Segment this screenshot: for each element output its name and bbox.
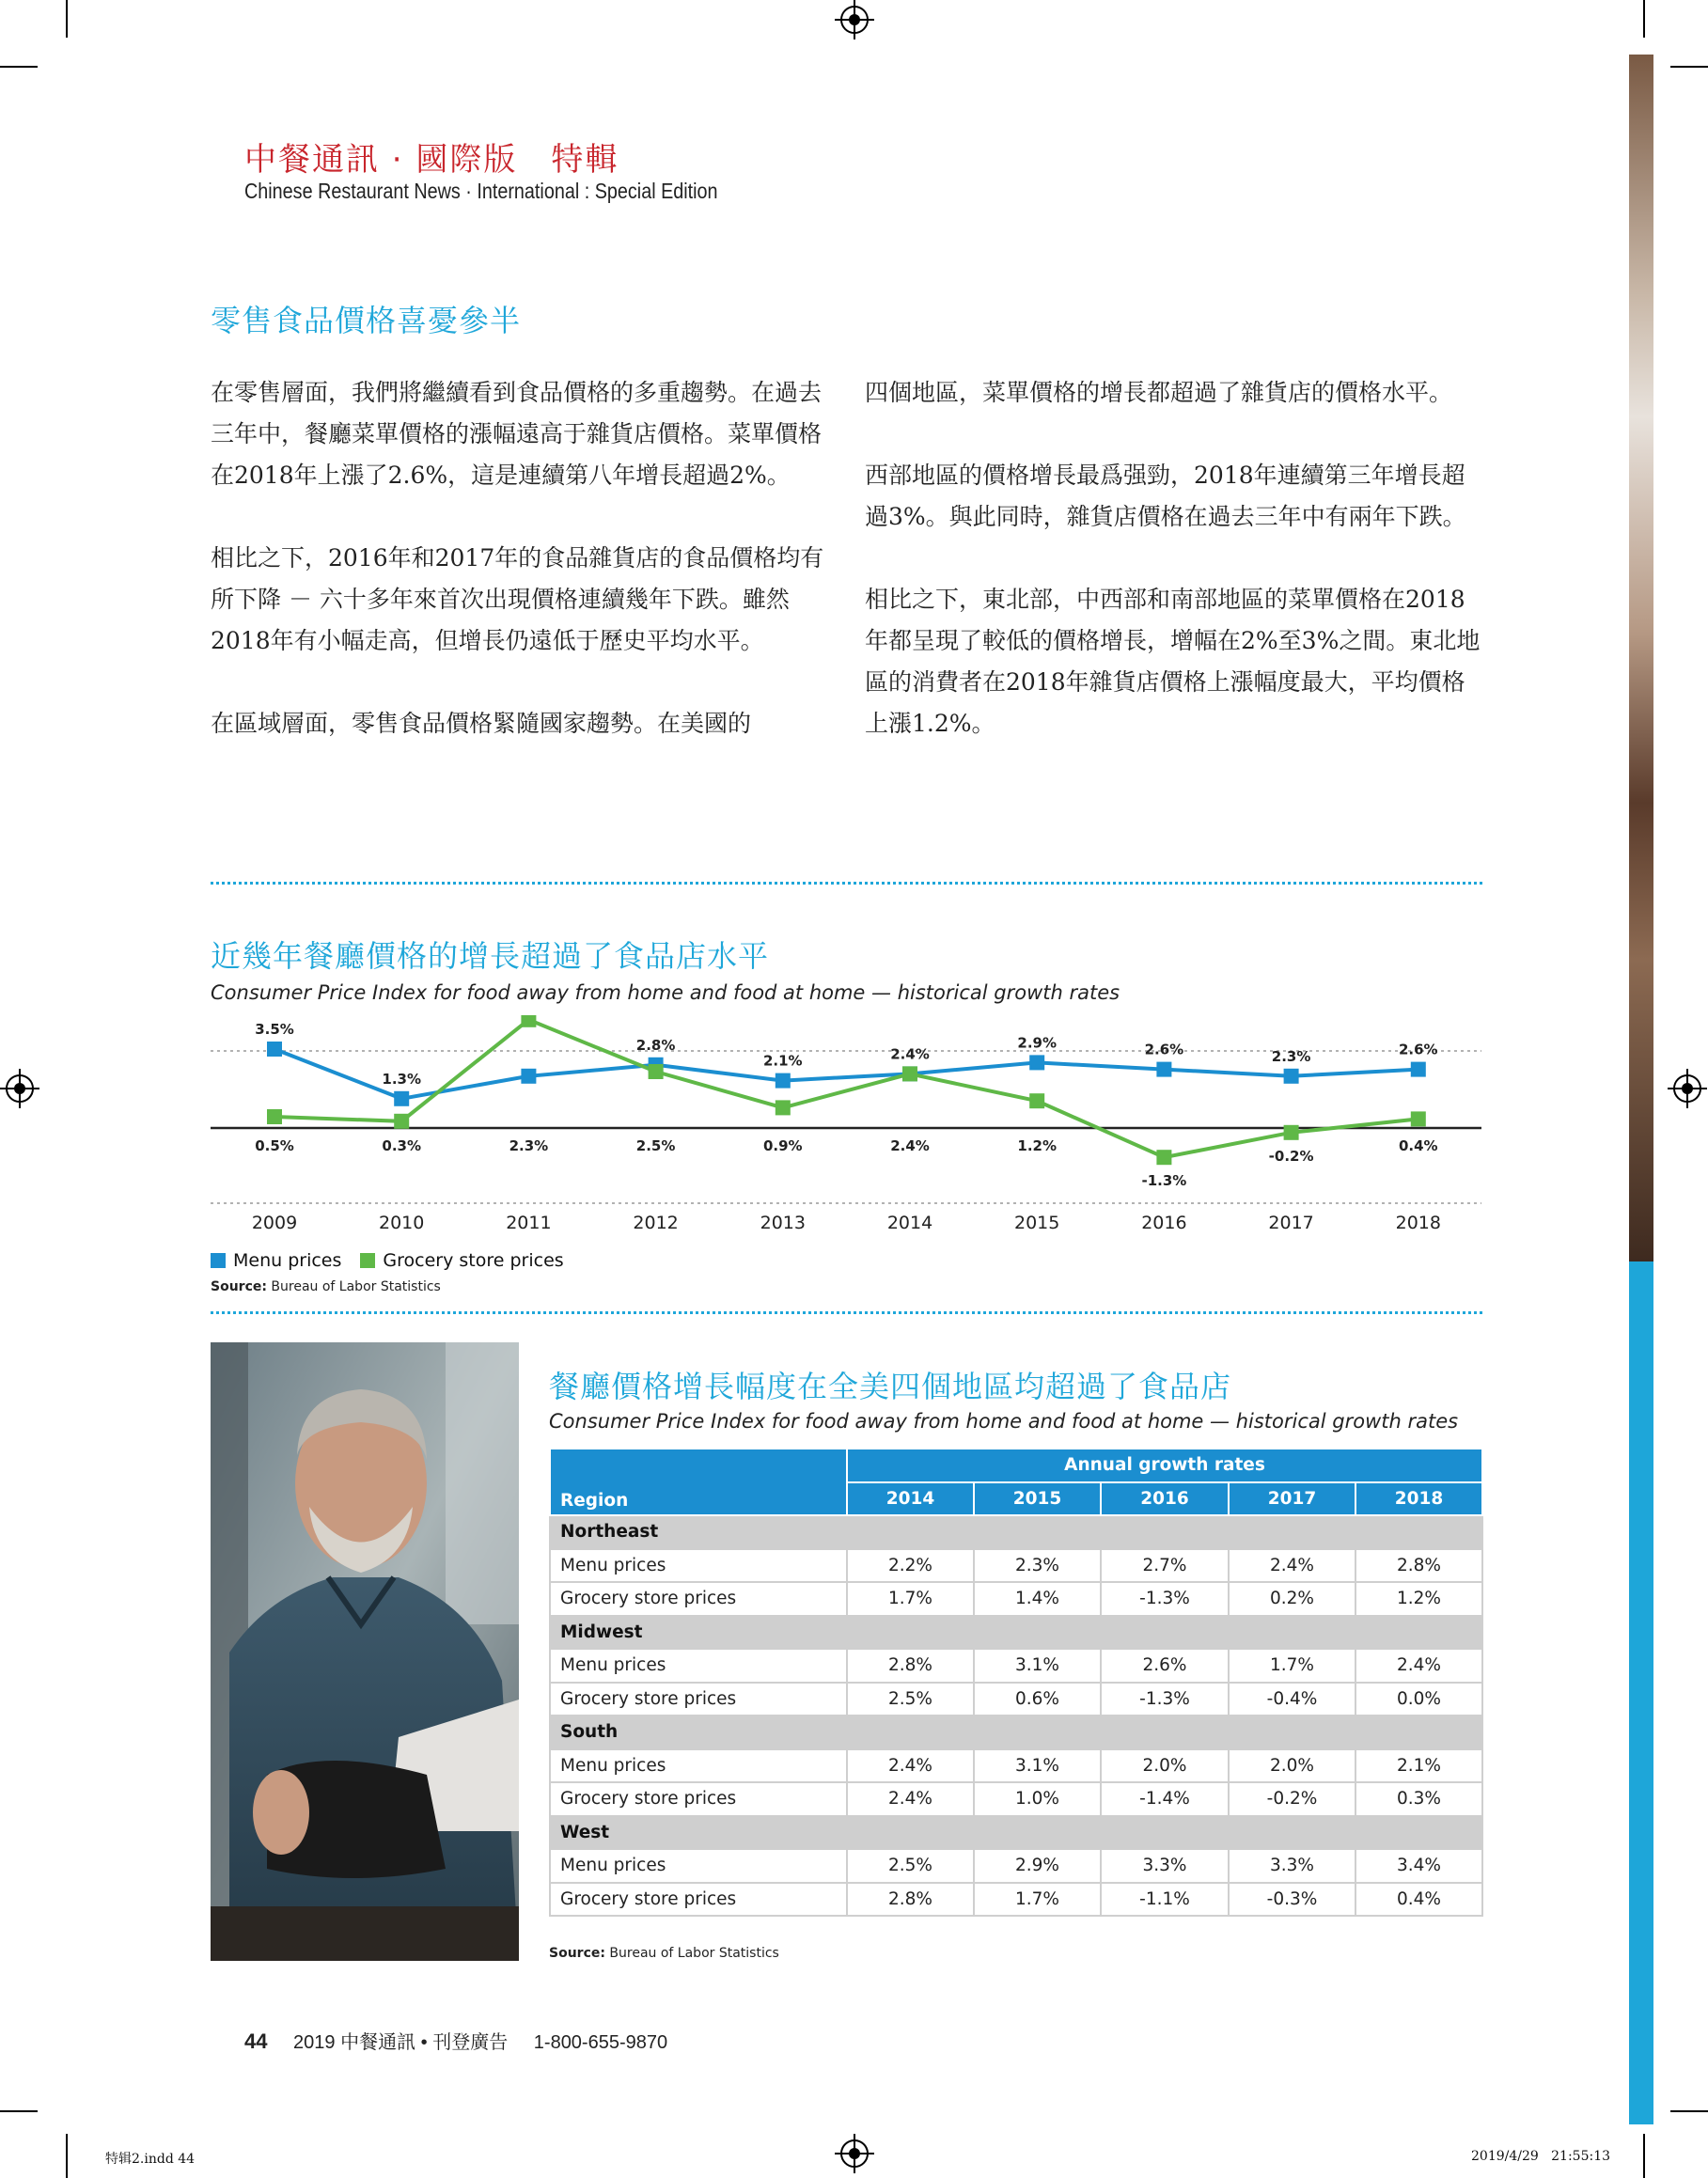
table-cell: -0.4% [1229,1683,1355,1716]
table-cell: 3.4% [1355,1849,1482,1883]
footer-text: 2019 中餐通訊 • 刊登廣告 [293,2032,509,2053]
data-label-menu: 2.9% [1017,1034,1058,1052]
table-source [549,1946,779,1961]
data-label-menu: 2.4% [890,1045,930,1063]
crop-mark [66,2134,68,2178]
crop-mark [1643,0,1645,38]
table-cell: 1.7% [1229,1649,1355,1683]
data-label-grocery: 0.9% [762,1137,803,1154]
table-cell: 2.6% [1101,1649,1229,1683]
data-label-menu: 2.1% [762,1052,803,1070]
table-cell: 2.9% [974,1849,1101,1883]
row-label: Menu prices [550,1749,847,1783]
data-point-grocery [649,1064,664,1079]
table-cell: -1.1% [1101,1883,1229,1917]
data-label-grocery: 2.5% [635,1137,676,1154]
registration-mark-icon [6,1074,34,1103]
paragraph: 相比之下，2016年和2017年的食品雜貨店的食品價格均有所下降 － 六十多年來首次出現價格連續幾年下跌。雖然2018年有小幅走高，但增長仍遠低于歷史平均水平。 [211,544,824,654]
region-name: Northeast [550,1515,1482,1549]
section-title: 零售食品價格喜憂參半 [211,303,522,338]
data-point-menu [394,1091,409,1106]
table-region-row [550,1616,1482,1650]
man-reading-photo [211,1342,519,1961]
table-cell: 1.0% [974,1782,1101,1816]
table-region-row [550,1515,1482,1549]
data-label-menu: 2.6% [1398,1041,1438,1058]
data-point-menu [776,1073,791,1089]
paragraph: 四個地區，菜單價格的增長都超過了雜貨店的價格水平。 [865,379,1453,406]
slug-timestamp: 2019/4/29 21:55:13 [1471,2149,1611,2164]
table-cell: -1.3% [1101,1582,1229,1616]
data-point-grocery [902,1066,917,1081]
source-text: Bureau of Labor Statistics [609,1946,779,1961]
data-label-grocery: -0.2% [1268,1147,1314,1165]
table-region-row [550,1716,1482,1749]
table-cell: 3.1% [974,1749,1101,1783]
body-column-right [865,372,1485,786]
x-tick-label: 2017 [1268,1213,1314,1233]
data-label-menu: 2.3% [509,1137,549,1154]
publication-title-en: Chinese Restaurant News · International : Special Edition [244,179,718,203]
table-cell: 1.7% [974,1883,1101,1917]
chart-title: 近幾年餐廳價格的增長超過了食品店水平 [211,938,770,974]
table-header-year: 2018 [1355,1482,1482,1516]
chart-source [211,1279,441,1294]
data-label-grocery: 0.5% [255,1137,294,1154]
table-cell: 0.4% [1355,1883,1482,1917]
table-row [550,1849,1482,1883]
row-label: Grocery store prices [550,1582,847,1616]
photo-illustration [211,1342,519,1961]
registration-mark-icon [840,6,869,34]
row-label: Menu prices [550,1549,847,1583]
body-column-left [211,372,831,786]
table-cell: 1.2% [1355,1582,1482,1616]
table-title: 餐廳價格增長幅度在全美四個地區均超過了食品店 [549,1369,1232,1404]
row-label: Grocery store prices [550,1683,847,1716]
data-point-grocery [1411,1111,1426,1126]
footer-phone: 1-800-655-9870 [533,2032,668,2053]
region-name: West [550,1816,1482,1850]
crop-mark [1670,66,1708,68]
table-subtitle: Consumer Price Index for food away from home and food at home — historical growth rates [549,1410,1459,1433]
registration-mark-icon [840,2139,869,2168]
table-cell: 2.0% [1101,1749,1229,1783]
page-footer [244,2027,667,2054]
table-cell: 2.4% [847,1782,974,1816]
paragraph: 相比之下，東北部，中西部和南部地區的菜單價格在2018年都呈現了較低的價格增長，增幅在2%至3%之間。東北地區的消費者在2018年雜貨店價格上漲幅度最大，平均價格上漲1.2%。 [865,586,1481,737]
x-tick-label: 2013 [760,1213,806,1233]
data-label-grocery: 2.4% [890,1137,930,1154]
table-cell: 0.2% [1229,1582,1355,1616]
line-chart [207,1015,1485,1231]
table-cell: 2.4% [847,1749,974,1783]
table-cell: 2.8% [847,1649,974,1683]
crop-mark [1670,2110,1708,2112]
table-cell: 0.0% [1355,1683,1482,1716]
paragraph: 西部地區的價格增長最爲强勁，2018年連續第三年增長超過3%。與此同時，雜貨店價格在過去三年中有兩年下跌。 [865,462,1466,530]
x-tick-label: 2015 [1014,1213,1060,1233]
table-cell: -0.3% [1229,1883,1355,1917]
data-point-menu [1284,1069,1299,1084]
legend-swatch-menu [211,1253,226,1268]
source-label: Source: [211,1279,267,1294]
data-point-menu [1029,1055,1044,1070]
page-number: 44 [244,2029,268,2053]
data-point-menu [1156,1062,1171,1077]
legend-label-menu: Menu prices [233,1250,342,1271]
data-label-menu: 2.8% [635,1036,676,1054]
source-label: Source: [549,1946,605,1961]
region-name: South [550,1716,1482,1749]
series-line-grocery [274,1020,1418,1157]
crop-mark [0,2110,38,2112]
table-cell: 3.1% [974,1649,1101,1683]
publication-title-cn: 中餐通訊 · 國際版 特輯 [244,141,619,179]
table-header-region: Region [550,1449,847,1515]
chart-subtitle: Consumer Price Index for food away from home and food at home — historical growth rates [211,981,1120,1004]
table-header-group: Annual growth rates [847,1449,1482,1482]
chart-x-axis [0,1213,1708,1237]
table-cell: 2.5% [847,1849,974,1883]
data-point-menu [521,1069,536,1084]
table-row [550,1749,1482,1783]
data-label-menu: 3.5% [255,1021,294,1038]
section-divider [211,1311,1482,1314]
x-tick-label: 2009 [251,1213,298,1233]
data-point-grocery [1029,1093,1044,1108]
section-divider [211,882,1482,885]
table-row [550,1549,1482,1583]
paragraph: 在零售層面，我們將繼續看到食品價格的多重趨勢。在過去三年中，餐廳菜單價格的漲幅遠高于雜貨店價格。菜單價格在2018年上漲了2.6%，這是連續第八年增長超過2%。 [211,379,823,489]
table-cell: 3.3% [1229,1849,1355,1883]
data-label-menu: 2.6% [1144,1041,1184,1058]
source-text: Bureau of Labor Statistics [271,1279,441,1294]
registration-mark-icon [1673,1074,1701,1103]
table-cell: 2.7% [1101,1549,1229,1583]
table-cell: 0.3% [1355,1782,1482,1816]
table-row [550,1649,1482,1683]
paragraph: 在區域層面，零售食品價格緊隨國家趨勢。在美國的 [211,710,752,737]
table-cell: 2.3% [974,1549,1101,1583]
table-cell: 2.4% [1229,1549,1355,1583]
data-label-grocery: 1.2% [1017,1137,1058,1154]
table-cell: -1.4% [1101,1782,1229,1816]
row-label: Menu prices [550,1649,847,1683]
row-label: Grocery store prices [550,1883,847,1917]
data-label-menu: 1.3% [382,1070,422,1088]
row-label: Menu prices [550,1849,847,1883]
crop-mark [0,66,38,68]
table-row [550,1883,1482,1917]
table-cell: 2.4% [1355,1649,1482,1683]
regional-growth-table [549,1448,1483,1917]
table-header-year: 2015 [974,1482,1101,1516]
crop-mark [1643,2134,1645,2178]
table-header-year: 2017 [1229,1482,1355,1516]
x-tick-label: 2011 [506,1213,552,1233]
data-label-grocery: 0.3% [382,1137,422,1154]
region-name: Midwest [550,1616,1482,1650]
data-label-grocery: -1.3% [1141,1172,1187,1190]
chart-legend [211,1250,564,1271]
data-point-menu [1411,1062,1426,1077]
x-tick-label: 2016 [1141,1213,1187,1233]
table-row [550,1782,1482,1816]
x-tick-label: 2018 [1395,1213,1441,1233]
data-point-grocery [1156,1150,1171,1165]
data-label-grocery: 0.4% [1398,1137,1438,1154]
data-point-menu [267,1042,282,1057]
table-cell: 2.8% [847,1883,974,1917]
table-header-year: 2014 [847,1482,974,1516]
right-bleed-bar [1629,1261,1653,2124]
table-cell: -1.3% [1101,1683,1229,1716]
legend-label-grocery: Grocery store prices [383,1250,564,1271]
row-label: Grocery store prices [550,1782,847,1816]
table-header-year: 2016 [1101,1482,1229,1516]
table-region-row [550,1816,1482,1850]
table-cell: 2.5% [847,1683,974,1716]
data-label-menu: 2.3% [1271,1047,1311,1065]
table-cell: 3.3% [1101,1849,1229,1883]
table-cell: 1.7% [847,1582,974,1616]
table-cell: 2.2% [847,1549,974,1583]
x-tick-label: 2010 [379,1213,425,1233]
data-point-grocery [394,1114,409,1129]
table-cell: 2.8% [1355,1549,1482,1583]
data-point-grocery [776,1100,791,1115]
table-cell: 2.0% [1229,1749,1355,1783]
legend-swatch-grocery [360,1253,375,1268]
table-cell: -0.2% [1229,1782,1355,1816]
slug-file: 特辑2.indd 44 [105,2152,196,2167]
table-row [550,1582,1482,1616]
x-tick-label: 2012 [633,1213,679,1233]
crop-mark [66,0,68,38]
data-point-grocery [267,1109,282,1124]
table-cell: 1.4% [974,1582,1101,1616]
data-point-grocery [521,1015,536,1027]
table-cell: 0.6% [974,1683,1101,1716]
data-point-grocery [1284,1125,1299,1140]
table-row [550,1683,1482,1716]
right-bleed-photo [1629,55,1653,1261]
table-cell: 2.1% [1355,1749,1482,1783]
x-tick-label: 2014 [886,1213,933,1233]
